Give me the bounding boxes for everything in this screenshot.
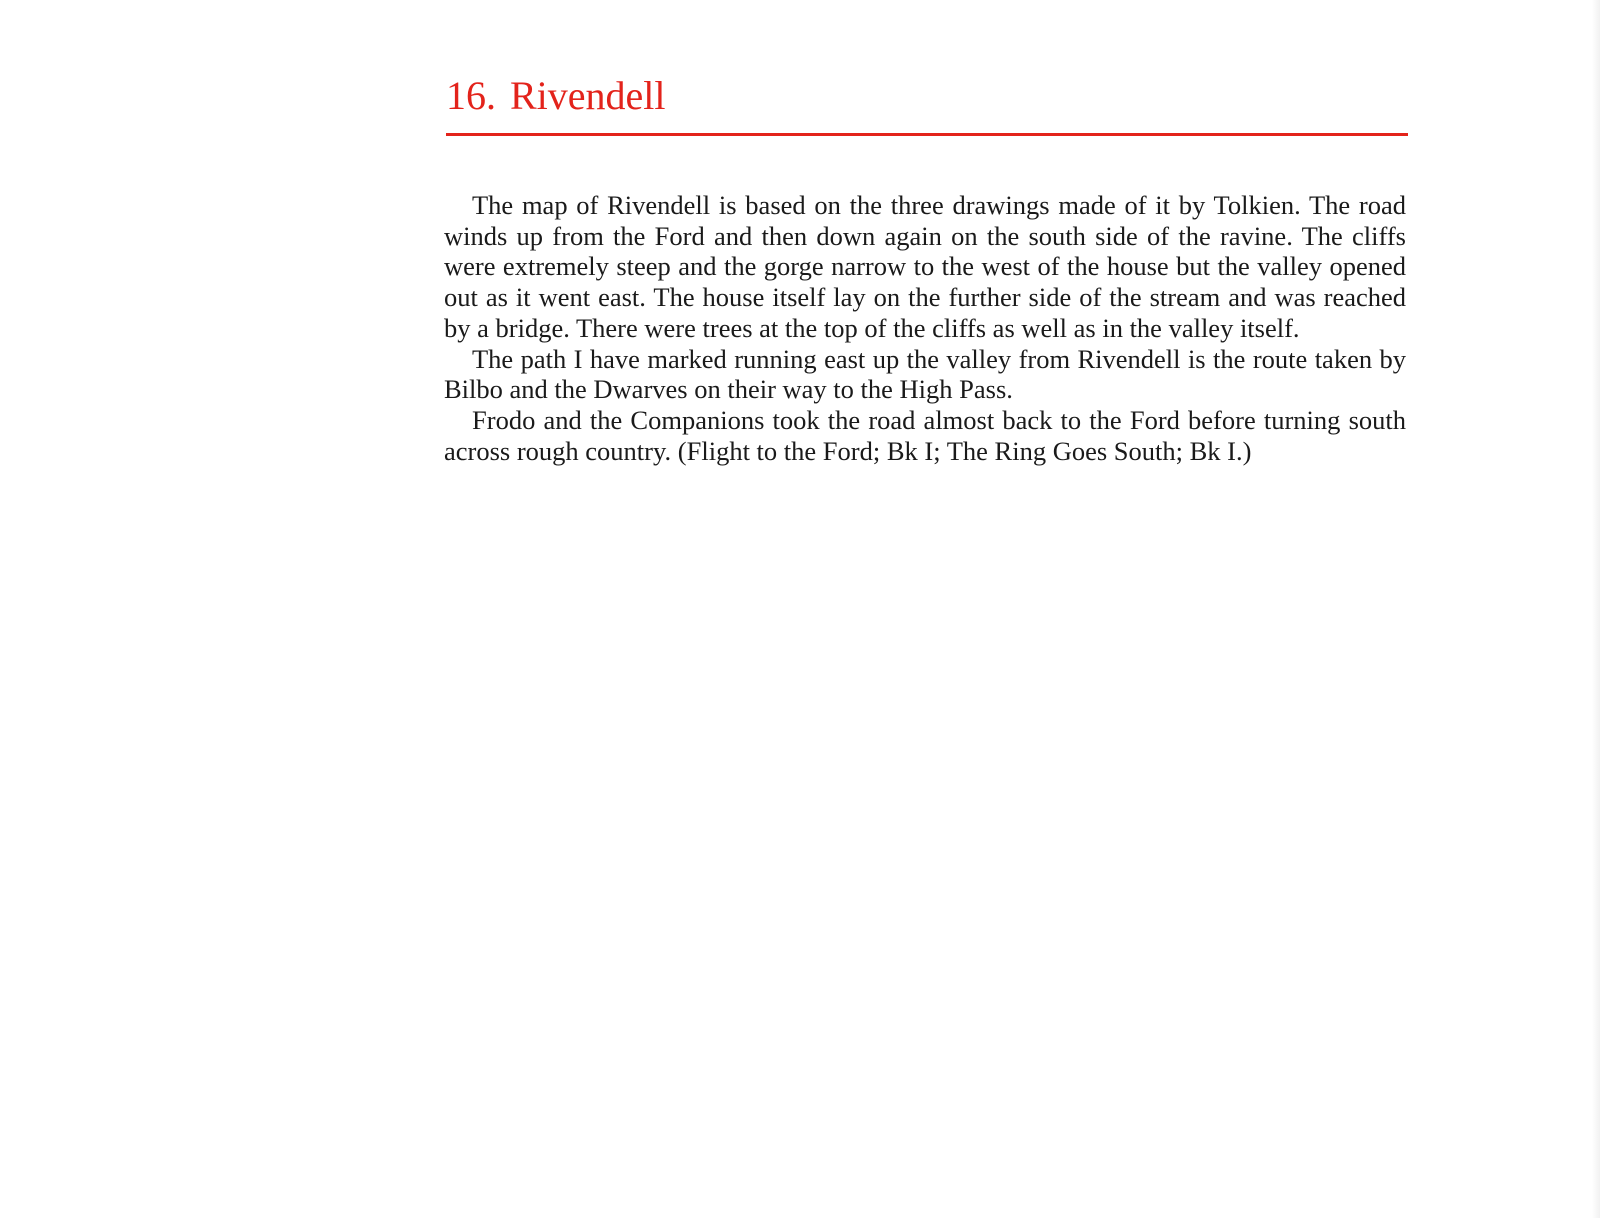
chapter-title: Rivendell <box>510 73 666 118</box>
page-edge-shadow <box>1592 0 1600 1218</box>
chapter-number: 16. <box>446 73 496 118</box>
body-text <box>444 190 1406 466</box>
paragraph: The map of Rivendell is based on the three drawings made of it by Tolkien. The road winds up from the Ford and then down again on the south side of the ravine. The cliffs were extremely steep and the gorge narrow to the west of the house but the valley opened out as it went east. The house itself lay on the further side of the stream and was reached by a bridge. There were trees at the top of the cliffs as well as in the valley itself. <box>444 190 1406 343</box>
heading-rule <box>446 133 1408 136</box>
paragraph: Frodo and the Companions took the road almost back to the Ford before turning south across rough country. (Flight to the Ford; Bk I; The Ring Goes South; Bk I.) <box>444 404 1406 466</box>
paragraph: The path I have marked running east up the valley from Rivendell is the route taken by Bilbo and the Dwarves on their way to the High Pass. <box>444 343 1406 405</box>
chapter-heading <box>446 72 666 120</box>
